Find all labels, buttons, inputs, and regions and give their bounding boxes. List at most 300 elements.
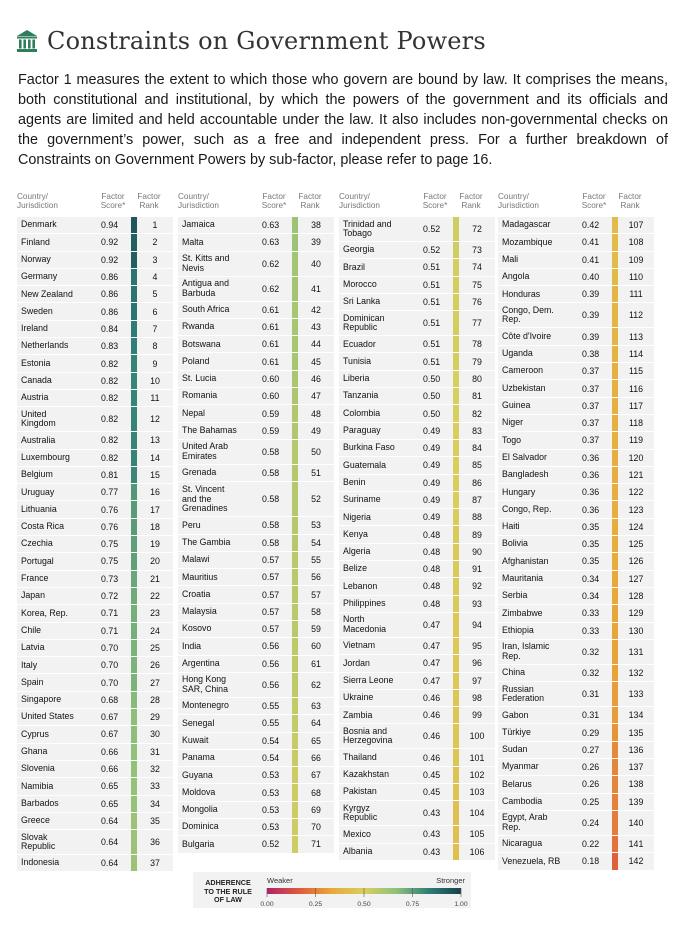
ranking-column-4	[498, 192, 654, 870]
table-row	[178, 697, 334, 714]
legend-scale	[260, 886, 468, 908]
country-name: Iran, Islamic Rep.	[502, 641, 550, 661]
country-name: Hungary	[502, 486, 536, 497]
factor-score: 0.73	[101, 573, 119, 584]
table-row	[17, 285, 173, 302]
table-row	[17, 268, 173, 285]
factor-score: 0.56	[262, 658, 280, 669]
factor-rank: 18	[150, 521, 160, 532]
country-name: Lebanon	[343, 580, 378, 591]
factor-score: 0.82	[101, 452, 119, 463]
country-name: Greece	[21, 815, 50, 826]
factor-score: 0.45	[423, 769, 441, 780]
factor-score: 0.57	[262, 555, 280, 565]
table-row	[17, 777, 173, 794]
country-name: Moldova	[182, 786, 216, 797]
factor-score: 0.37	[582, 418, 600, 429]
factor-score: 0.36	[582, 452, 600, 463]
country-name: Vietnam	[343, 640, 376, 651]
factor-rank: 63	[311, 701, 321, 712]
factor-score: 0.71	[101, 608, 119, 619]
factor-score: 0.57	[262, 624, 280, 635]
country-name: The Bahamas	[182, 425, 237, 436]
table-row	[498, 449, 654, 466]
factor-rank: 120	[628, 452, 644, 463]
factor-rank: 8	[152, 341, 158, 352]
factor-score: 0.33	[582, 625, 600, 636]
country-name: Japan	[21, 590, 45, 601]
country-name: India	[182, 640, 202, 651]
factor-score: 0.29	[582, 727, 600, 738]
table-row	[339, 335, 495, 352]
factor-rank: 41	[311, 283, 321, 294]
column-header	[17, 192, 173, 216]
table-row	[17, 320, 173, 337]
country-name: Kazakhstan	[343, 769, 389, 780]
factor-rank: 126	[628, 556, 644, 567]
factor-rank: 43	[311, 322, 321, 333]
ranking-rows	[178, 216, 334, 853]
factor-rank: 52	[311, 494, 321, 505]
table-row	[17, 302, 173, 319]
factor-score: 0.82	[101, 414, 119, 425]
factor-score: 0.57	[262, 572, 280, 583]
factor-rank: 9	[152, 358, 158, 369]
factor-score: 0.55	[262, 718, 280, 729]
country-name: United Arab Emirates	[182, 441, 228, 461]
table-row	[178, 714, 334, 731]
table-row	[17, 406, 173, 431]
factor-rank: 128	[628, 591, 644, 602]
factor-score: 0.52	[262, 839, 280, 850]
table-row	[339, 491, 495, 508]
factor-score: 0.41	[582, 254, 600, 265]
factor-rank: 82	[472, 408, 482, 419]
factor-score: 0.53	[262, 822, 280, 833]
factor-score: 0.53	[262, 787, 280, 798]
country-name: Malta	[182, 236, 204, 247]
country-name: Egypt, Arab Rep.	[502, 812, 548, 832]
factor-rank: 66	[311, 752, 321, 763]
legend	[193, 872, 471, 908]
country-name: Philippines	[343, 598, 386, 609]
country-name: Bolivia	[502, 538, 528, 549]
country-name: Russian Federation	[502, 683, 545, 704]
table-row	[178, 637, 334, 654]
country-name: Trinidad and Tobago	[343, 218, 392, 238]
factor-score: 0.65	[101, 781, 119, 792]
factor-rank: 36	[150, 837, 160, 848]
factor-score: 0.64	[101, 858, 119, 869]
factor-score: 0.50	[423, 373, 441, 384]
table-row	[339, 276, 495, 293]
table-row	[17, 535, 173, 552]
table-row	[178, 835, 334, 852]
country-name: Kenya	[343, 528, 368, 539]
country-name: St. Vincent and the Grenadines	[182, 484, 228, 514]
table-row	[339, 241, 495, 258]
factor-score: 0.67	[101, 729, 119, 740]
table-row	[339, 370, 495, 387]
factor-score: 0.46	[423, 692, 441, 703]
factor-rank: 20	[150, 556, 160, 567]
factor-rank: 117	[628, 400, 644, 411]
country-name: Norway	[21, 253, 51, 264]
table-row	[498, 758, 654, 775]
country-name: United States	[21, 711, 74, 722]
factor-score: 0.18	[582, 856, 600, 867]
factor-score: 0.47	[423, 675, 441, 686]
table-row	[17, 587, 173, 604]
table-row	[498, 233, 654, 250]
factor-score: 0.82	[101, 375, 119, 386]
table-row	[498, 741, 654, 758]
factor-score: 0.59	[262, 425, 280, 436]
factor-score: 0.46	[423, 752, 441, 763]
factor-rank: 42	[311, 304, 321, 315]
table-row	[17, 725, 173, 742]
factor-rank: 87	[472, 495, 482, 505]
factor-score: 0.82	[101, 358, 119, 369]
country-name: Pakistan	[343, 786, 377, 797]
country-name: Sri Lanka	[343, 296, 381, 307]
country-name: Belgium	[21, 469, 53, 480]
factor-rank: 57	[311, 589, 321, 600]
factor-rank: 27	[150, 677, 160, 688]
factor-score: 0.25	[582, 796, 600, 807]
factor-score: 0.54	[262, 752, 280, 763]
factor-score: 0.63	[262, 220, 280, 231]
factor-rank: 119	[628, 435, 644, 446]
country-name: Argentina	[182, 658, 220, 669]
table-row	[498, 852, 654, 869]
table-row	[339, 577, 495, 594]
country-name: Montenegro	[182, 700, 229, 711]
country-name: Ethiopia	[502, 624, 534, 635]
factor-rank: 24	[150, 625, 160, 636]
country-name: Malawi	[182, 554, 210, 565]
country-name: St. Kitts and Nevis	[182, 253, 230, 273]
table-row	[17, 829, 173, 854]
table-row	[498, 466, 654, 483]
intro-paragraph: Factor 1 measures the extent to which those who govern are bound by law. It comprises the means, both constitutional and institutional, by which the powers of the government and its officials and agents are limited and held accountable under the law. It also includes non-governmental checks on the government’s power, such as a free and independent press. For a further breakdown of Constraints on Government Powers by sub-factor, please refer to page 16.	[18, 72, 668, 168]
factor-rank: 132	[628, 667, 644, 678]
factor-rank: 121	[628, 470, 644, 480]
country-name: Burkina Faso	[343, 442, 395, 453]
table-row	[498, 431, 654, 448]
factor-rank: 54	[311, 537, 321, 548]
column-header	[178, 192, 334, 216]
table-row	[498, 723, 654, 740]
country-name: Congo, Dem. Rep.	[502, 304, 554, 325]
factor-rank: 48	[311, 408, 321, 419]
country-name: Barbados	[21, 797, 59, 808]
factor-score: 0.75	[101, 539, 119, 550]
country-name: Belarus	[502, 778, 532, 789]
country-name: Croatia	[182, 588, 211, 599]
factor-rank: 33	[150, 781, 160, 792]
country-name: Cambodia	[502, 796, 543, 806]
table-row	[17, 216, 173, 233]
factor-score: 0.61	[262, 322, 280, 333]
table-row	[17, 760, 173, 777]
table-row	[178, 620, 334, 637]
column-header	[339, 192, 495, 216]
factor-rank: 12	[150, 414, 160, 425]
table-row	[339, 843, 495, 860]
country-name: Latvia	[21, 642, 45, 653]
factor-rank: 118	[628, 418, 644, 429]
factor-rank: 114	[628, 348, 644, 359]
factor-score: 0.42	[582, 220, 600, 231]
factor-rank: 138	[628, 779, 644, 790]
country-name: Guatemala	[343, 459, 387, 470]
country-name: Nepal	[182, 407, 205, 418]
country-name: Gabon	[502, 709, 529, 720]
table-row	[178, 551, 334, 568]
factor-rank: 79	[472, 356, 482, 367]
table-row	[498, 345, 654, 362]
country-name: Botswana	[182, 338, 221, 349]
country-name: North Macedonia	[343, 614, 387, 634]
country-name: Netherlands	[21, 340, 69, 351]
table-row	[178, 422, 334, 439]
country-name: Malaysia	[182, 606, 217, 617]
table-row	[178, 749, 334, 766]
country-name: Estonia	[21, 357, 51, 368]
factor-score: 0.72	[101, 591, 119, 602]
factor-rank: 92	[472, 581, 482, 592]
factor-rank: 51	[311, 468, 321, 479]
factor-score: 0.60	[262, 391, 280, 402]
factor-rank: 122	[628, 487, 644, 498]
table-row	[498, 622, 654, 639]
table-row	[17, 708, 173, 725]
factor-score: 0.35	[582, 539, 600, 550]
factor-rank: 99	[472, 710, 482, 721]
factor-rank: 95	[472, 641, 482, 652]
factor-rank: 141	[628, 839, 644, 850]
country-name: Spain	[21, 676, 44, 687]
factor-score: 0.33	[582, 608, 600, 619]
factor-rank: 91	[472, 564, 482, 575]
factor-score: 0.48	[423, 581, 441, 592]
factor-rank: 106	[469, 846, 485, 857]
table-row	[17, 639, 173, 656]
table-row	[498, 587, 654, 604]
country-name: Hong Kong SAR, China	[182, 674, 228, 694]
legend-tick-label: 0.25	[308, 901, 323, 908]
factor-score: 0.47	[423, 658, 441, 669]
factor-score: 0.92	[101, 237, 119, 248]
country-name: Guyana	[182, 769, 213, 780]
country-name: Algeria	[343, 546, 371, 557]
factor-rank: 108	[628, 237, 644, 248]
country-name: Kyrgyz Republic	[343, 802, 378, 823]
country-name: Antigua and Barbuda	[182, 278, 229, 298]
factor-score: 0.47	[423, 619, 441, 630]
table-row	[17, 251, 173, 268]
country-name: Cameroon	[502, 365, 544, 376]
column-header	[498, 192, 654, 216]
table-row	[498, 397, 654, 414]
factor-score: 0.65	[101, 798, 119, 809]
factor-rank: 111	[629, 289, 643, 300]
country-name: Costa Rica	[21, 521, 65, 532]
table-row	[498, 362, 654, 379]
country-name: Uruguay	[21, 486, 55, 497]
factor-rank: 113	[628, 331, 644, 342]
factor-score: 0.58	[262, 468, 280, 479]
factor-rank: 133	[628, 689, 644, 700]
legend-tick-label: 0.75	[405, 901, 420, 908]
factor-score: 0.82	[101, 435, 119, 446]
rank-header: Factor Rank	[137, 192, 161, 210]
country-name: Singapore	[21, 694, 62, 705]
country-name: Nigeria	[343, 511, 371, 522]
factor-rank: 70	[311, 822, 321, 833]
table-row	[178, 439, 334, 464]
table-row	[498, 518, 654, 535]
factor-rank: 104	[469, 808, 485, 819]
table-row	[339, 474, 495, 491]
table-row	[339, 706, 495, 723]
score-header: Factor Score*	[422, 192, 448, 210]
country-name: Nicaragua	[502, 838, 543, 849]
factor-rank: 85	[472, 460, 482, 471]
factor-rank: 125	[628, 539, 644, 550]
table-row	[339, 612, 495, 637]
factor-score: 0.61	[262, 339, 280, 350]
factor-rank: 10	[150, 375, 160, 386]
country-name: Zambia	[343, 709, 373, 720]
factor-rank: 116	[628, 383, 644, 394]
factor-rank: 97	[472, 675, 482, 686]
table-row	[17, 431, 173, 448]
table-row	[178, 464, 334, 481]
table-row	[178, 732, 334, 749]
table-row	[178, 216, 334, 233]
country-name: Dominica	[182, 821, 219, 832]
country-name: Ghana	[21, 746, 48, 756]
country-name: Sudan	[502, 744, 528, 755]
country-name: Serbia	[502, 590, 528, 601]
table-row	[178, 801, 334, 818]
factor-score: 0.26	[582, 779, 600, 790]
factor-rank: 45	[311, 356, 321, 367]
table-row	[339, 672, 495, 689]
country-name: Portugal	[21, 555, 54, 566]
table-row	[339, 387, 495, 404]
table-row	[498, 285, 654, 302]
table-row	[498, 414, 654, 431]
factor-score: 0.43	[423, 808, 441, 819]
country-name: Canada	[21, 375, 52, 386]
factor-rank: 90	[472, 546, 482, 557]
table-row	[178, 783, 334, 800]
factor-rank: 62	[311, 679, 321, 690]
country-name: Panama	[182, 752, 215, 763]
factor-rank: 67	[311, 770, 321, 781]
table-row	[178, 481, 334, 516]
factor-rank: 110	[628, 272, 644, 283]
score-header: Factor Score*	[100, 192, 126, 210]
table-row	[498, 835, 654, 852]
factor-score: 0.62	[262, 258, 280, 269]
factor-rank: 59	[311, 624, 321, 635]
factor-rank: 76	[472, 297, 482, 308]
factor-rank: 134	[628, 710, 644, 721]
factor-score: 0.37	[582, 383, 600, 394]
factor-score: 0.51	[423, 339, 441, 350]
country-name: Mauritius	[182, 571, 218, 582]
country-name: Sierra Leone	[343, 674, 394, 685]
factor-score: 0.34	[582, 591, 600, 602]
factor-rank: 73	[472, 245, 482, 256]
table-row	[498, 535, 654, 552]
table-row	[339, 525, 495, 542]
factor-score: 0.75	[101, 556, 119, 567]
factor-score: 0.67	[101, 712, 119, 723]
factor-rank: 131	[628, 646, 644, 657]
factor-rank: 30	[150, 729, 160, 740]
country-name: Haiti	[502, 521, 520, 532]
table-row	[17, 233, 173, 250]
factor-score: 0.41	[582, 237, 600, 248]
factor-rank: 4	[152, 272, 158, 283]
factor-rank: 55	[311, 555, 321, 565]
country-name: Tunisia	[343, 355, 372, 366]
table-row	[17, 570, 173, 587]
country-name: Slovenia	[21, 763, 55, 774]
factor-rank: 75	[472, 279, 482, 290]
factor-score: 0.64	[101, 837, 119, 848]
table-row	[178, 318, 334, 335]
factor-score: 0.49	[423, 460, 441, 471]
legend-tick-label: 1.00	[454, 901, 468, 908]
factor-score: 0.55	[262, 701, 280, 712]
table-row	[498, 810, 654, 835]
table-row	[498, 570, 654, 587]
factor-score: 0.39	[582, 331, 600, 342]
factor-score: 0.48	[423, 529, 441, 540]
factor-score: 0.50	[423, 391, 441, 402]
factor-rank: 44	[311, 339, 321, 350]
factor-rank: 129	[628, 608, 644, 619]
table-row	[339, 216, 495, 241]
factor-score: 0.43	[423, 829, 441, 840]
table-row	[178, 370, 334, 387]
factor-rank: 2	[152, 237, 158, 248]
country-name: Benin	[343, 476, 366, 487]
table-row	[339, 689, 495, 706]
table-row	[17, 500, 173, 517]
factor-rank: 123	[628, 504, 644, 515]
factor-score: 0.86	[101, 272, 119, 283]
table-row	[17, 743, 173, 760]
factor-rank: 39	[311, 237, 321, 248]
factor-rank: 53	[311, 520, 321, 531]
country-name: Mexico	[343, 828, 371, 839]
country-name: Belize	[343, 563, 367, 574]
table-row	[178, 233, 334, 250]
factor-score: 0.49	[423, 425, 441, 436]
factor-rank: 137	[628, 762, 644, 773]
country-name: Madagascar	[502, 219, 551, 230]
factor-rank: 101	[469, 752, 485, 763]
factor-score: 0.26	[582, 762, 600, 773]
country-name: Mozambique	[502, 236, 553, 247]
